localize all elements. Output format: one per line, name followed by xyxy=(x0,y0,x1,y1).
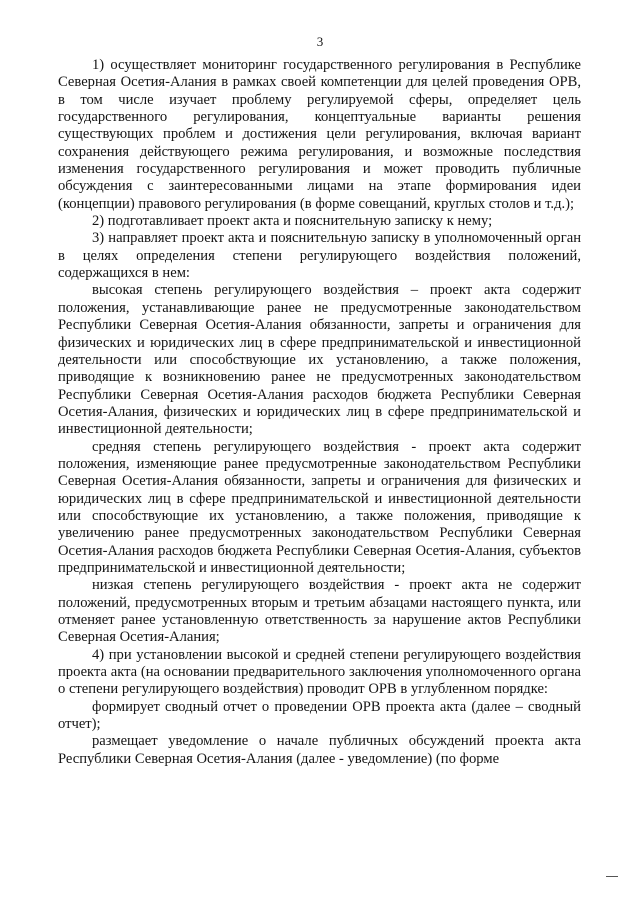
document-body xyxy=(58,57,581,768)
paragraph-item-3: 3) направляет проект акта и пояснительную записку в уполномоченный орган в целях определения степени регулирующего воздействия положений, содержащихся в нем: xyxy=(58,230,581,282)
paragraph-low-degree: низкая степень регулирующего воздействия - проект акта не содержит положений, предусмотренных вторым и третьим абзацами настоящего пункта, или отменяет ранее установленную ответственность за нарушение актов Республики Северная Осетия-Алания; xyxy=(58,577,581,646)
paragraph-notification: размещает уведомление о начале публичных обсуждений проекта акта Республики Северная Осетия-Алания (далее - уведомление) (по форме xyxy=(58,733,581,767)
paragraph-summary-report: формирует сводный отчет о проведении ОРВ проекта акта (далее – сводный отчет); xyxy=(58,698,581,733)
paragraph-medium-degree: средняя степень регулирующего воздействия - проект акта содержит положения, изменяющие ранее предусмотренные законодательством Республики Северная Осетия-Алания обязанности, запреты и ограничения для физических и юридических лиц в сфере предпринимательской и инвестиционной деятельности или способствующие их установлению, а также положения, приводящие к увеличению ранее предусмотренных законодательством Республики Северная Осетия-Алания расходов бюджета Республики Северная Осетия-Алания, субъектов предпринимательской и инвестиционной деятельности; xyxy=(58,438,581,576)
paragraph-item-2: 2) подготавливает проект акта и пояснительную записку к нему; xyxy=(92,213,493,230)
scan-mark xyxy=(606,876,618,877)
paragraph-item-1: 1) осуществляет мониторинг государственного регулирования в Республике Северная Осетия-Алания в рамках своей компетенции для целей проведения ОРВ, в том числе изучает проблему регулируемой сферы, определяет цель государственного регулирования, концептуальные варианты решения существующих проблем и достижения цели регулирования, включая вариант сохранения действующего режима регулирования, и возможные последствия изменения государственного регулирования и может проводить публичные обсуждения с заинтересованными лицами на этапе формирования идеи (концепции) правового регулирования (в форме совещаний, круглых столов и т.д.); xyxy=(58,57,581,212)
paragraph-item-4: 4) при установлении высокой и средней степени регулирующего воздействия проекта акта (на основании предварительного заключения уполномоченного органа о степени регулирующего воздействия) проводит ОРВ в углубленном порядке: xyxy=(58,646,581,698)
paragraph-high-degree: высокая степень регулирующего воздействия – проект акта содержит положения, устанавливающие ранее не предусмотренные законодательством Республики Северная Осетия-Алания обязанности, запреты и ограничения для физических и юридических лиц в сфере предпринимательской и инвестиционной деятельности или способствующие их установлению, а также положения, приводящие к возникновению ранее не предусмотренных законодательством Республики Северная Осетия-Алания расходов бюджета Республики Северная Осетия-Алания, физических и юридических лиц в сфере предпринимательской и инвестиционной деятельности; xyxy=(58,282,581,438)
page-number: 3 xyxy=(316,34,324,49)
